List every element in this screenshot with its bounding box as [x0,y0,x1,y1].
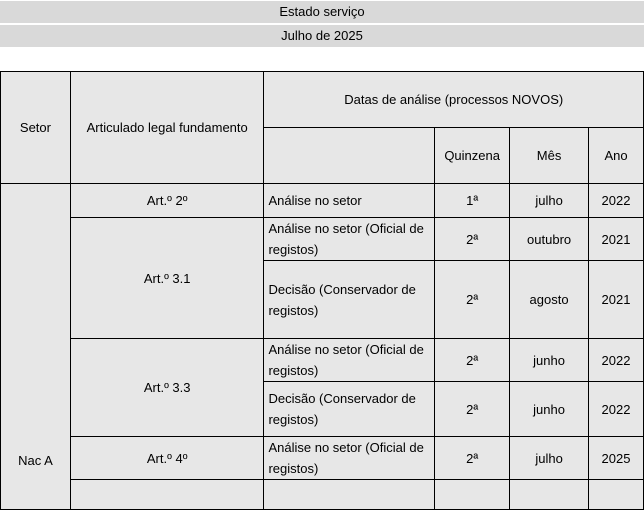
description-cell: Análise no setor (Oficial de registos) [264,339,435,382]
header-mes: Mês [510,128,589,184]
ano-cell: 2025 [589,437,644,480]
ano-cell: 2021 [589,261,644,339]
mes-cell: outubro [510,218,589,261]
quinzena-cell: 2ª [435,261,510,339]
description-cell: Decisão (Conservador de registos) [264,382,435,437]
article-cell: Art.º 2º [70,184,264,218]
ano-cell: 2021 [589,218,644,261]
status-table [0,71,644,510]
quinzena-cell: 2ª [435,437,510,480]
description-cell: Análise no setor [264,184,435,218]
empty-cell [435,480,510,510]
header-setor: Setor [1,72,71,184]
quinzena-cell: 2ª [435,218,510,261]
table-row [1,184,644,218]
report-title: Estado serviço [0,1,644,23]
empty-cell [589,480,644,510]
description-cell: Análise no setor (Oficial de registos) [264,218,435,261]
quinzena-cell: 2ª [435,382,510,437]
description-cell: Análise no setor (Oficial de registos) [264,437,435,480]
quinzena-cell: 1ª [435,184,510,218]
table-row [1,437,644,480]
header-quinzena: Quinzena [435,128,510,184]
description-cell: Decisão (Conservador de registos) [264,261,435,339]
mes-cell: agosto [510,261,589,339]
ano-cell: 2022 [589,382,644,437]
table-row [1,339,644,382]
mes-cell: julho [510,437,589,480]
article-cell: Art.º 3.3 [70,339,264,437]
table-row [1,218,644,261]
mes-cell: junho [510,339,589,382]
mes-cell: julho [510,184,589,218]
article-cell: Art.º 4º [70,437,264,480]
header-articulado: Articulado legal fundamento [70,72,264,184]
setor-cell: Nac A [1,184,71,510]
empty-cell [510,480,589,510]
header-blank-cell [264,128,435,184]
header-row [1,72,644,128]
article-cell: Art.º 3.1 [70,218,264,339]
ano-cell: 2022 [589,184,644,218]
empty-cell [264,480,435,510]
mes-cell: junho [510,382,589,437]
report-period: Julho de 2025 [0,25,644,47]
table-row [1,480,644,510]
ano-cell: 2022 [589,339,644,382]
header-datas: Datas de análise (processos NOVOS) [264,72,644,128]
quinzena-cell: 2ª [435,339,510,382]
empty-cell [70,480,264,510]
header-ano: Ano [589,128,644,184]
